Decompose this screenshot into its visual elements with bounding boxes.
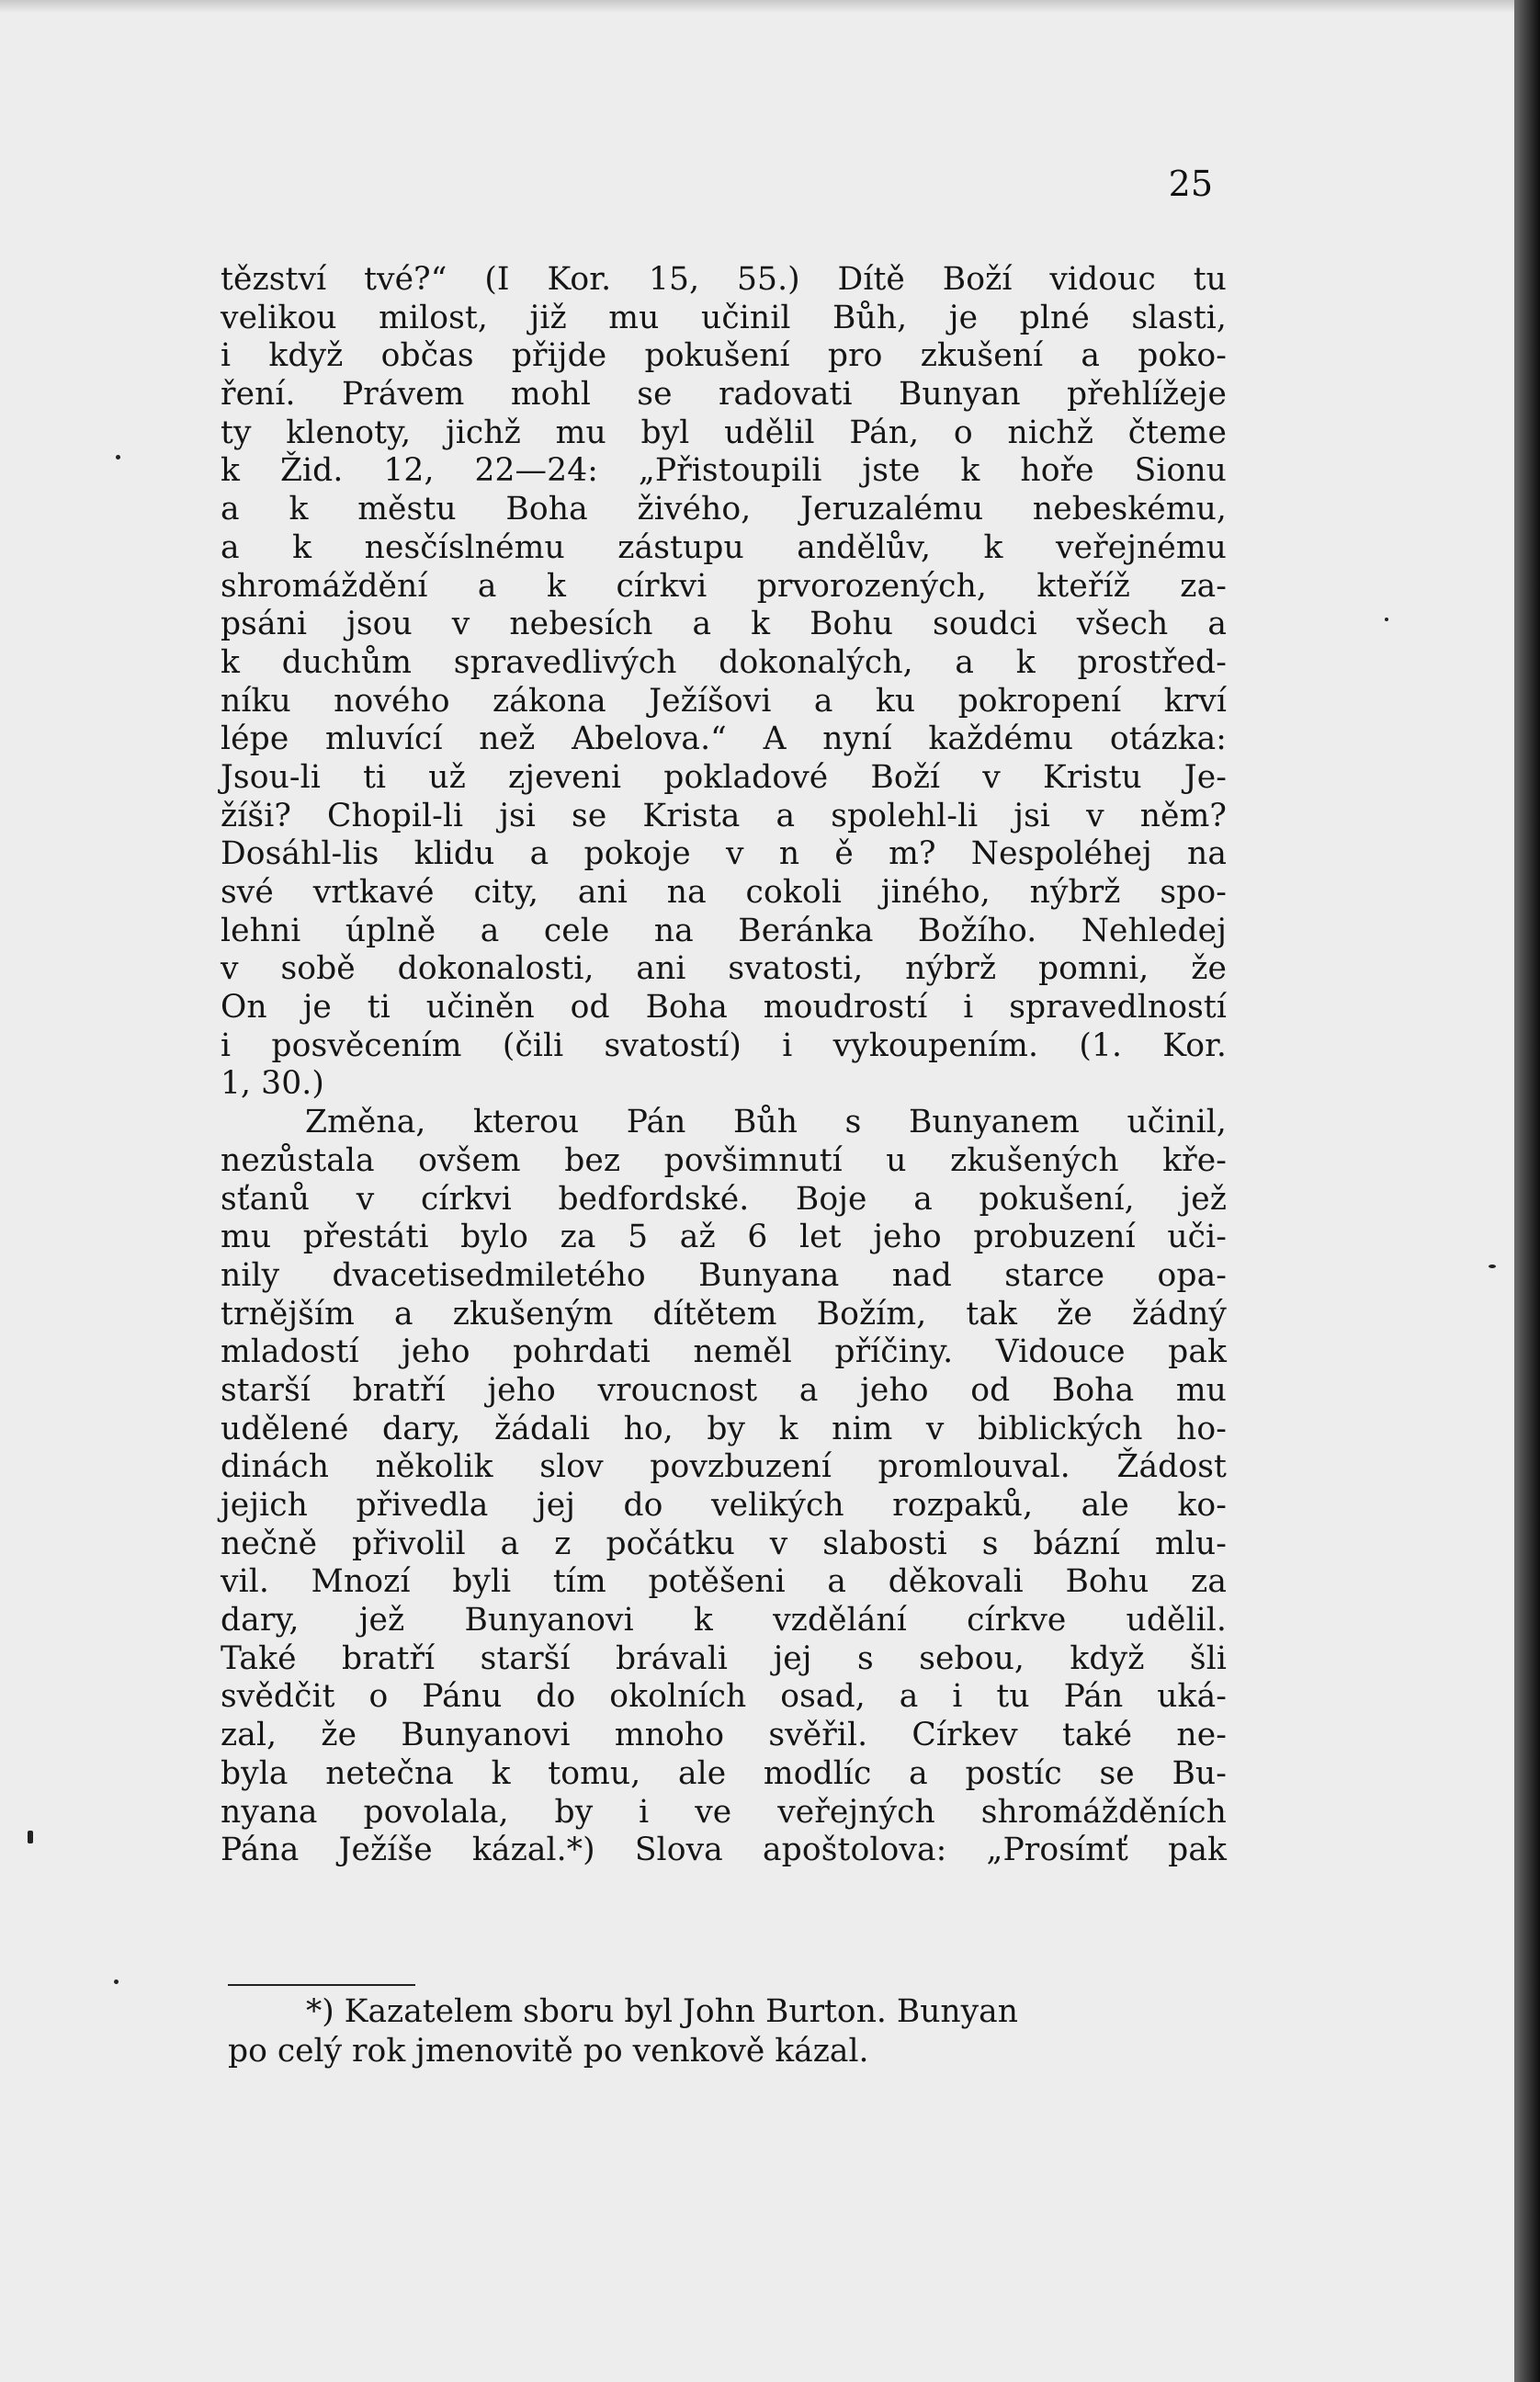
text-line: a k městu Boha živého, Jeruzalému nebeskému, <box>221 491 1227 528</box>
text-line: a k nesčíslnému zástupu andělův, k veřejnému <box>221 528 1227 566</box>
text-line: lehni úplně a cele na Beránka Božího. Nehledej <box>221 912 1227 949</box>
text-line: níku nového zákona Ježíšovi a ku pokropení krví <box>221 682 1227 720</box>
body-text <box>221 261 1227 1870</box>
text-line: trnějším a zkušeným dítětem Božím, tak že žádný <box>221 1295 1227 1333</box>
text-line: nezůstala ovšem bez povšimnutí u zkušených kře- <box>221 1141 1227 1179</box>
page-edge-shadow <box>1514 0 1540 2382</box>
footnote-line: po celý rok jmenovitě po venkově kázal. <box>228 2033 869 2070</box>
footnote-rule <box>228 1984 415 1986</box>
text-line: udělené dary, žádali ho, by k nim v biblických ho- <box>221 1410 1227 1447</box>
text-line: sťanů v církvi bedfordské. Boje a pokušení, jež <box>221 1180 1227 1218</box>
text-line: i když občas přijde pokušení pro zkušení a poko- <box>221 337 1227 375</box>
ink-speck <box>1385 618 1388 621</box>
text-line: v sobě dokonalosti, ani svatosti, nýbrž pomni, že <box>221 950 1227 988</box>
text-line: On je ti učiněn od Boha moudrostí i spravedlností <box>221 989 1227 1027</box>
ink-speck <box>114 1979 119 1984</box>
text-line: mu přestáti bylo za 5 až 6 let jeho probuzení uči- <box>221 1219 1227 1256</box>
text-line: velikou milost, již mu učinil Bůh, je plné slasti, <box>221 299 1227 336</box>
text-line: psáni jsou v nebesích a k Bohu soudci všech a <box>221 606 1227 643</box>
text-line: nyana povolala, by i ve veřejných shromážděních <box>221 1793 1227 1831</box>
page-number: 25 <box>1168 164 1213 204</box>
text-line: nečně přivolil a z počátku v slabosti s bázní mlu- <box>221 1525 1227 1562</box>
ink-speck <box>116 455 120 459</box>
text-line: tězství tvé?“ (I Kor. 15, 55.) Dítě Boží vidouc tu <box>221 261 1227 298</box>
text-line: svědčit o Pánu do okolních osad, a i tu Pán uká- <box>221 1678 1227 1716</box>
text-line: Také bratří starší brávali jej s sebou, když šli <box>221 1639 1227 1677</box>
text-line: starší bratří jeho vroucnost a jeho od Boha mu <box>221 1371 1227 1409</box>
text-line: své vrtkavé city, ani na cokoli jiného, nýbrž spo- <box>221 874 1227 911</box>
text-line: shromáždění a k církvi prvorozených, kteříž za- <box>221 567 1227 605</box>
ink-speck <box>1489 1265 1496 1268</box>
text-line: i posvěcením (čili svatostí) i vykoupením. (1. Kor. <box>221 1027 1227 1064</box>
text-line: dinách několik slov povzbuzení promlouval. Žádost <box>221 1448 1227 1486</box>
text-line: dary, jež Bunyanovi k vzdělání církve udělil. <box>221 1602 1227 1639</box>
page-top-edge <box>0 0 1514 13</box>
text-line: k Žid. 12, 22—24: „Přistoupili jste k hoře Sionu <box>221 452 1227 490</box>
text-line: k duchům spravedlivých dokonalých, a k prostřed- <box>221 643 1227 681</box>
text-line: Jsou-li ti už zjeveni pokladové Boží v Kristu Je- <box>221 758 1227 796</box>
text-line: mladostí jeho pohrdati neměl příčiny. Vidouce pak <box>221 1333 1227 1371</box>
text-line: byla netečna k tomu, ale modlíc a postíc se Bu- <box>221 1754 1227 1792</box>
text-line: lépe mluvící než Abelova.“ A nyní každému otázka: <box>221 720 1227 758</box>
footnote-line: *) Kazatelem sboru byl John Burton. Bunyan <box>306 1993 1018 2030</box>
text-line: žíši? Chopil-li jsi se Krista a spolehl-li jsi v něm? <box>221 797 1227 834</box>
text-line: 1, 30.) <box>221 1065 324 1103</box>
text-line: jejich přivedla jej do velikých rozpaků, ale ko- <box>221 1487 1227 1524</box>
text-line: zal, že Bunyanovi mnoho svěřil. Církev také ne- <box>221 1717 1227 1754</box>
footnote <box>228 1992 1220 2071</box>
text-line: Pána Ježíše kázal.*) Slova apoštolova: „Prosímť pak <box>221 1832 1227 1869</box>
text-line: ření. Právem mohl se radovati Bunyan přehlížeje <box>221 376 1227 414</box>
text-line: nily dvacetisedmiletého Bunyana nad starce opa- <box>221 1256 1227 1294</box>
text-line: vil. Mnozí byli tím potěšeni a děkovali Bohu za <box>221 1563 1227 1601</box>
text-line: Dosáhl-lis klidu a pokoje v n ě m? Nespoléhej na <box>221 835 1227 873</box>
paragraph-start-line: Změna, kterou Pán Bůh s Bunyanem učinil, <box>305 1104 1227 1141</box>
ink-speck <box>28 1831 33 1843</box>
text-line: ty klenoty, jichž mu byl udělil Pán, o nichž čteme <box>221 414 1227 451</box>
